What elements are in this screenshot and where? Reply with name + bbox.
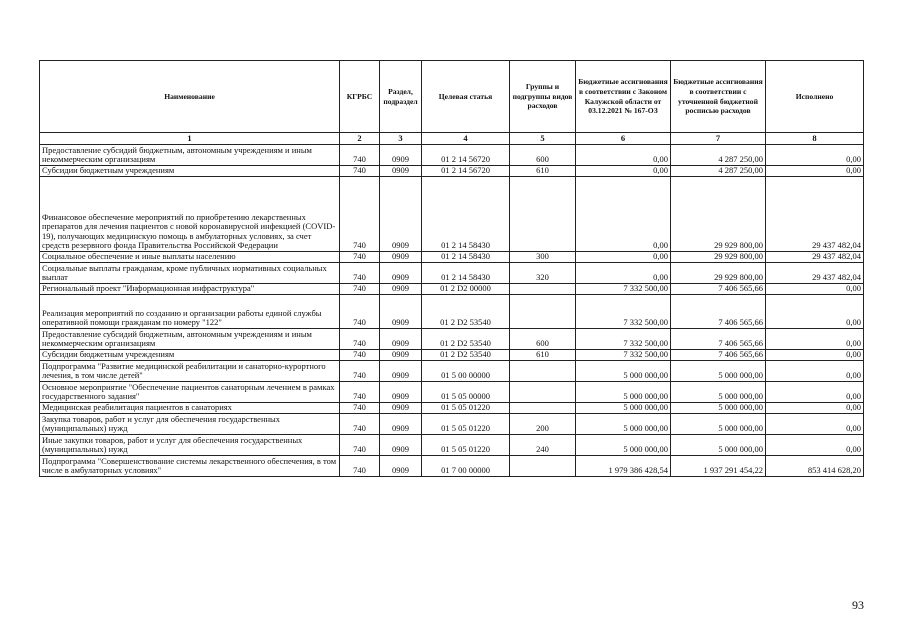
cell-name: Предоставление субсидий бюджетным, автономным учреждениям и иным некоммерческим организациям [40, 329, 340, 350]
table-row [40, 145, 864, 166]
cell-target: 01 5 05 01220 [422, 435, 510, 456]
table-row [40, 263, 864, 284]
cell-section: 0909 [380, 145, 422, 166]
cell-executed-amount: 0,00 [766, 166, 864, 177]
cell-law-amount: 5 000 000,00 [576, 382, 671, 403]
cell-law-amount: 7 332 500,00 [576, 350, 671, 361]
cell-name: Финансовое обеспечение мероприятий по приобретению лекарственных препаратов для лечения пациентов с новой коронавирусной инфекцией (COVID-19), получающих медицинскую помощь в амбулаторных условиях, за счет средств резервного фонда Правительства Российской Федерации [40, 177, 340, 252]
cell-target: 01 2 14 56720 [422, 166, 510, 177]
table-row [40, 403, 864, 414]
cell-name: Медицинская реабилитация пациентов в санаториях [40, 403, 340, 414]
cell-section: 0909 [380, 263, 422, 284]
cell-kgrbs: 740 [340, 361, 380, 382]
column-number: 4 [422, 133, 510, 145]
table-row [40, 252, 864, 263]
cell-group [510, 284, 576, 295]
cell-section: 0909 [380, 177, 422, 252]
cell-kgrbs: 740 [340, 350, 380, 361]
header-section: Раздел, подраздел [380, 61, 422, 133]
cell-kgrbs: 740 [340, 382, 380, 403]
cell-group [510, 403, 576, 414]
cell-executed-amount: 0,00 [766, 329, 864, 350]
header-name: Наименование [40, 61, 340, 133]
header-row [40, 61, 864, 133]
cell-executed-amount: 29 437 482,04 [766, 252, 864, 263]
cell-refined-amount: 5 000 000,00 [671, 361, 766, 382]
cell-name: Предоставление субсидий бюджетным, автономным учреждениям и иным некоммерческим организациям [40, 145, 340, 166]
cell-group: 610 [510, 350, 576, 361]
cell-section: 0909 [380, 414, 422, 435]
cell-law-amount: 0,00 [576, 166, 671, 177]
cell-target: 01 2 14 58430 [422, 177, 510, 252]
cell-law-amount: 1 979 386 428,54 [576, 456, 671, 477]
cell-law-amount: 5 000 000,00 [576, 435, 671, 456]
cell-section: 0909 [380, 350, 422, 361]
cell-name: Закупка товаров, работ и услуг для обеспечения государственных (муниципальных) нужд [40, 414, 340, 435]
cell-name: Субсидии бюджетным учреждениям [40, 166, 340, 177]
table-row [40, 382, 864, 403]
cell-law-amount: 7 332 500,00 [576, 329, 671, 350]
cell-kgrbs: 740 [340, 166, 380, 177]
cell-refined-amount: 7 406 565,66 [671, 329, 766, 350]
header-executed: Исполнено [766, 61, 864, 133]
cell-law-amount: 0,00 [576, 177, 671, 252]
cell-executed-amount: 0,00 [766, 361, 864, 382]
cell-executed-amount: 0,00 [766, 414, 864, 435]
cell-kgrbs: 740 [340, 295, 380, 329]
cell-section: 0909 [380, 252, 422, 263]
cell-group: 200 [510, 414, 576, 435]
table-row [40, 456, 864, 477]
cell-refined-amount: 4 287 250,00 [671, 166, 766, 177]
cell-group: 240 [510, 435, 576, 456]
column-number: 1 [40, 133, 340, 145]
cell-group: 320 [510, 263, 576, 284]
cell-name: Субсидии бюджетным учреждениям [40, 350, 340, 361]
cell-group: 300 [510, 252, 576, 263]
cell-target: 01 5 05 00000 [422, 382, 510, 403]
cell-group [510, 361, 576, 382]
cell-name: Подпрограмма "Совершенствование системы лекарственного обеспечения, в том числе в амбулаторных условиях" [40, 456, 340, 477]
cell-target: 01 7 00 00000 [422, 456, 510, 477]
cell-section: 0909 [380, 382, 422, 403]
header-refined: Бюджетные ассигнования в соответствии с уточненной бюджетной росписью расходов [671, 61, 766, 133]
cell-refined-amount: 1 937 291 454,22 [671, 456, 766, 477]
table-row [40, 177, 864, 252]
cell-kgrbs: 740 [340, 284, 380, 295]
column-number: 8 [766, 133, 864, 145]
cell-section: 0909 [380, 329, 422, 350]
cell-kgrbs: 740 [340, 329, 380, 350]
cell-name: Основное мероприятие "Обеспечение пациентов санаторным лечением в рамках государственного задания" [40, 382, 340, 403]
cell-executed-amount: 0,00 [766, 435, 864, 456]
cell-executed-amount: 0,00 [766, 382, 864, 403]
cell-law-amount: 7 332 500,00 [576, 295, 671, 329]
cell-group [510, 295, 576, 329]
cell-target: 01 2 14 56720 [422, 145, 510, 166]
column-number: 3 [380, 133, 422, 145]
cell-law-amount: 7 332 500,00 [576, 284, 671, 295]
cell-group: 600 [510, 145, 576, 166]
page-number: 93 [852, 598, 864, 612]
cell-kgrbs: 740 [340, 145, 380, 166]
table-row [40, 361, 864, 382]
header-kgrbs: КГРБС [340, 61, 380, 133]
cell-executed-amount: 0,00 [766, 350, 864, 361]
cell-executed-amount: 29 437 482,04 [766, 263, 864, 284]
cell-kgrbs: 740 [340, 403, 380, 414]
table-row [40, 435, 864, 456]
cell-refined-amount: 5 000 000,00 [671, 382, 766, 403]
cell-name: Социальные выплаты гражданам, кроме публичных нормативных социальных выплат [40, 263, 340, 284]
cell-section: 0909 [380, 295, 422, 329]
column-number: 2 [340, 133, 380, 145]
cell-executed-amount: 0,00 [766, 295, 864, 329]
cell-law-amount: 0,00 [576, 145, 671, 166]
cell-name: Подпрограмма "Развитие медицинской реабилитации и санаторно-курортного лечения, в том числе детей" [40, 361, 340, 382]
cell-law-amount: 0,00 [576, 252, 671, 263]
table-row [40, 350, 864, 361]
budget-table [39, 60, 864, 477]
cell-group [510, 177, 576, 252]
cell-executed-amount: 853 414 628,20 [766, 456, 864, 477]
cell-group [510, 382, 576, 403]
cell-group [510, 456, 576, 477]
cell-executed-amount: 0,00 [766, 403, 864, 414]
cell-refined-amount: 29 929 800,00 [671, 263, 766, 284]
table-row [40, 295, 864, 329]
table-row [40, 284, 864, 295]
cell-law-amount: 5 000 000,00 [576, 361, 671, 382]
header-group: Группы и подгруппы видов расходов [510, 61, 576, 133]
cell-refined-amount: 5 000 000,00 [671, 435, 766, 456]
cell-target: 01 5 00 00000 [422, 361, 510, 382]
table-row [40, 329, 864, 350]
cell-law-amount: 5 000 000,00 [576, 403, 671, 414]
cell-target: 01 2 14 58430 [422, 252, 510, 263]
cell-section: 0909 [380, 403, 422, 414]
cell-kgrbs: 740 [340, 456, 380, 477]
cell-section: 0909 [380, 456, 422, 477]
cell-refined-amount: 7 406 565,66 [671, 284, 766, 295]
cell-kgrbs: 740 [340, 177, 380, 252]
cell-group: 600 [510, 329, 576, 350]
cell-kgrbs: 740 [340, 252, 380, 263]
column-number-row [40, 133, 864, 145]
cell-section: 0909 [380, 166, 422, 177]
column-number: 7 [671, 133, 766, 145]
cell-refined-amount: 7 406 565,66 [671, 295, 766, 329]
cell-refined-amount: 29 929 800,00 [671, 252, 766, 263]
cell-target: 01 5 05 01220 [422, 414, 510, 435]
cell-kgrbs: 740 [340, 435, 380, 456]
cell-target: 01 5 05 01220 [422, 403, 510, 414]
column-number: 6 [576, 133, 671, 145]
cell-executed-amount: 0,00 [766, 284, 864, 295]
table-row [40, 414, 864, 435]
cell-section: 0909 [380, 435, 422, 456]
cell-executed-amount: 0,00 [766, 145, 864, 166]
cell-refined-amount: 29 929 800,00 [671, 177, 766, 252]
cell-executed-amount: 29 437 482,04 [766, 177, 864, 252]
cell-target: 01 2 D2 53540 [422, 329, 510, 350]
cell-group: 610 [510, 166, 576, 177]
cell-refined-amount: 4 287 250,00 [671, 145, 766, 166]
header-target: Целевая статья [422, 61, 510, 133]
table-row [40, 166, 864, 177]
cell-name: Социальное обеспечение и иные выплаты населению [40, 252, 340, 263]
cell-target: 01 2 14 58430 [422, 263, 510, 284]
cell-target: 01 2 D2 00000 [422, 284, 510, 295]
cell-section: 0909 [380, 284, 422, 295]
cell-refined-amount: 5 000 000,00 [671, 414, 766, 435]
cell-refined-amount: 7 406 565,66 [671, 350, 766, 361]
cell-kgrbs: 740 [340, 414, 380, 435]
cell-refined-amount: 5 000 000,00 [671, 403, 766, 414]
cell-law-amount: 5 000 000,00 [576, 414, 671, 435]
cell-name: Региональный проект "Информационная инфраструктура" [40, 284, 340, 295]
cell-law-amount: 0,00 [576, 263, 671, 284]
cell-target: 01 2 D2 53540 [422, 350, 510, 361]
cell-section: 0909 [380, 361, 422, 382]
cell-target: 01 2 D2 53540 [422, 295, 510, 329]
table-body [40, 145, 864, 477]
cell-name: Реализация мероприятий по созданию и организации работы единой службы оперативной помощи гражданам по номеру "122" [40, 295, 340, 329]
header-law: Бюджетные ассигнования в соответствии с Законом Калужской области от 03.12.2021 № 167-ОЗ [576, 61, 671, 133]
column-number: 5 [510, 133, 576, 145]
cell-kgrbs: 740 [340, 263, 380, 284]
cell-name: Иные закупки товаров, работ и услуг для обеспечения государственных (муниципальных) нужд [40, 435, 340, 456]
